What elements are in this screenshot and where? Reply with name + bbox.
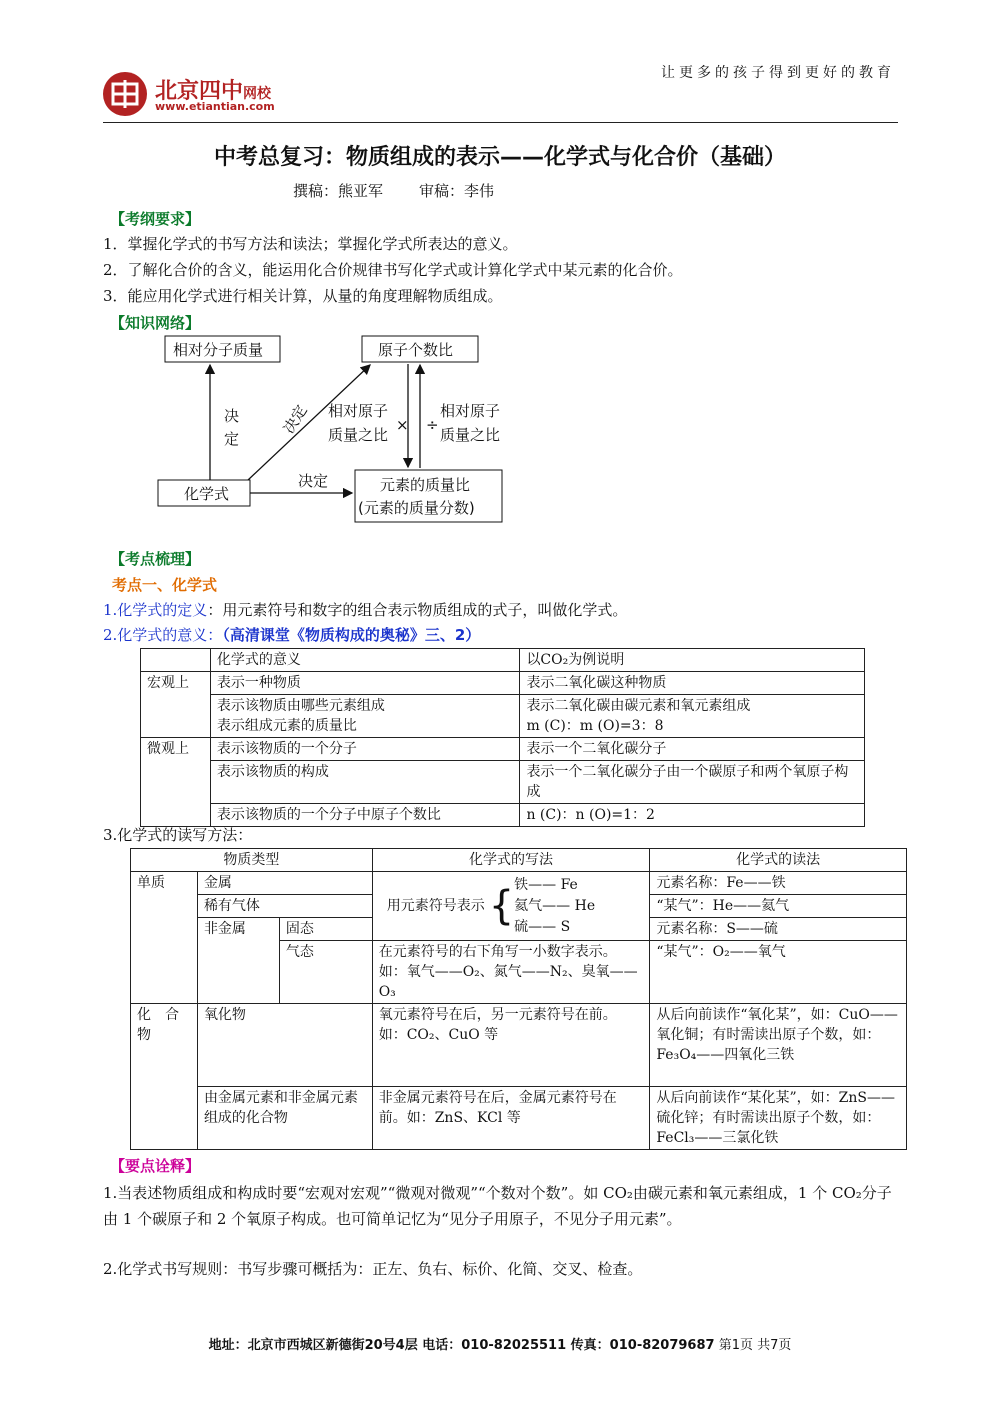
table-row bbox=[141, 738, 865, 761]
read-write-table bbox=[130, 848, 907, 1150]
label-decide-vertical-1: 决 bbox=[224, 407, 240, 425]
explain-paragraph-2: 2.化学式书写规则：书写步骤可概括为：正左、负右、标价、化简、交叉、检查。 bbox=[103, 1260, 643, 1278]
knowledge-network-diagram bbox=[140, 330, 540, 530]
example-fe: 铁—— Fe bbox=[514, 876, 578, 893]
table-cell: 气态 bbox=[279, 941, 372, 1004]
box-molecular-mass-label: 相对分子质量 bbox=[173, 341, 264, 359]
row-label-micro: 微观上 bbox=[141, 738, 211, 827]
logo bbox=[103, 72, 323, 122]
table-row bbox=[131, 872, 907, 895]
logo-url: www.etiantian.com bbox=[155, 100, 275, 113]
box-atom-ratio-label: 原子个数比 bbox=[378, 341, 454, 359]
table-cell: 元素名称：S——硫 bbox=[650, 918, 907, 941]
table-cell: 表示一个二氧化碳分子由一个碳原子和两个氧原子构成 bbox=[520, 761, 865, 804]
row-label-macro: 宏观上 bbox=[141, 672, 211, 738]
table-cell: 在元素符号的右下角写一小数字表示。如：氧气——O₂、氮气——N₂、臭氧——O₃ bbox=[372, 941, 650, 1004]
label-times: × bbox=[396, 416, 409, 434]
brace-icon: { bbox=[488, 883, 515, 929]
table-cell: 表示二氧化碳由碳元素和氧元素组成 m (C)：m (O)=3：8 bbox=[520, 695, 865, 738]
reviewer: 审稿：李伟 bbox=[419, 182, 495, 200]
definition-text: ：用元素符号和数字的组合表示物质组成的式子，叫做化学式。 bbox=[207, 601, 628, 619]
table-row bbox=[131, 1087, 907, 1150]
table-cell: 表示该物质的构成 bbox=[210, 761, 520, 804]
row-label-simple: 单质 bbox=[131, 872, 198, 1004]
meaning-line bbox=[103, 623, 480, 647]
table-cell: 表示该物质的一个分子中原子个数比 bbox=[210, 804, 520, 827]
requirement-item-2: 2．了解化合价的含义，能运用化合价规律书写化学式或计算化学式中某元素的化合价。 bbox=[103, 261, 683, 279]
logo-name-text: 北京四中 bbox=[155, 79, 244, 104]
table-cell: 稀有气体 bbox=[197, 895, 372, 918]
requirements-heading: 【考纲要求】 bbox=[110, 210, 201, 228]
table-cell: 表示二氧化碳这种物质 bbox=[520, 672, 865, 695]
table-header: 以CO₂为例说明 bbox=[520, 649, 865, 672]
label-ratio-right-2: 质量之比 bbox=[440, 426, 501, 444]
table-header: 化学式的写法 bbox=[372, 849, 650, 872]
table-cell bbox=[141, 649, 211, 672]
symbol-examples bbox=[514, 875, 595, 938]
header-slogan: 让更多的孩子得到更好的教育 bbox=[661, 65, 895, 81]
meaning-link[interactable]: （高清课堂《物质构成的奥秘》三、2） bbox=[222, 626, 481, 644]
example-s: 硫—— S bbox=[514, 918, 571, 935]
meaning-table bbox=[140, 648, 865, 827]
table-header: 化学式的读法 bbox=[650, 849, 907, 872]
footer-page: 第1页 共7页 bbox=[718, 1338, 792, 1353]
requirement-item-1: 1．掌握化学式的书写方法和读法；掌握化学式所表达的意义。 bbox=[103, 235, 518, 253]
table-cell: 由金属元素和非金属元素组成的化合物 bbox=[197, 1087, 372, 1150]
symbol-rule-cell bbox=[372, 872, 650, 941]
definition-line bbox=[103, 598, 627, 622]
writer: 撰稿：熊亚军 bbox=[293, 182, 384, 200]
symbol-rule: 用元素符号表示 bbox=[386, 898, 485, 914]
box-formula-label: 化学式 bbox=[184, 485, 230, 503]
table-cell: 表示一个二氧化碳分子 bbox=[520, 738, 865, 761]
authors-line bbox=[293, 180, 494, 201]
page-title: 中考总复习：物质组成的表示——化学式与化合价（基础） bbox=[213, 145, 786, 170]
box-mass-ratio-label-2: (元素的质量分数) bbox=[358, 499, 475, 517]
table-cell: 表示一种物质 bbox=[210, 672, 520, 695]
footer-address: 地址：北京市西城区新德街20号4层 电话：010-82025511 传真：010-82079687 bbox=[208, 1338, 715, 1353]
table-cell: 氧元素符号在后，另一元素符号在前。如：CO₂、CuO 等 bbox=[372, 1004, 650, 1087]
table-cell: 从后向前读作“氧化某”，如：CuO——氧化铜；有时需读出原子个数，如：Fe₃O₄——四氧化三铁 bbox=[650, 1004, 907, 1087]
label-decide-horizontal: 决定 bbox=[298, 472, 329, 490]
network-heading: 【知识网络】 bbox=[110, 314, 201, 332]
logo-emblem-icon bbox=[103, 72, 147, 116]
table-cell: 金属 bbox=[197, 872, 372, 895]
box-mass-ratio-label-1: 元素的质量比 bbox=[380, 476, 471, 494]
label-ratio-left-2: 质量之比 bbox=[328, 426, 389, 444]
meaning-label: 2.化学式的意义： bbox=[103, 626, 223, 644]
table-cell: 元素名称：Fe——铁 bbox=[650, 872, 907, 895]
table-cell: “某气”：O₂——氧气 bbox=[650, 941, 907, 1004]
points-heading: 【考点梳理】 bbox=[110, 550, 201, 568]
example-he: 氦气—— He bbox=[514, 897, 596, 914]
explain-paragraph-1: 1.当表述物质组成和构成时要“宏观对宏观”“微观对微观”“个数对个数”。如 CO₂由碳元素和氧元素组成，1 个 CO₂分子由 1 个碳原子和 2 个氧原子构成。也可简单记忆为“见分子用原子，不见分子用元素”。 bbox=[103, 1184, 892, 1228]
label-ratio-left-1: 相对原子 bbox=[328, 402, 389, 420]
label-decide-diagonal: 决定 bbox=[279, 401, 311, 437]
table-cell: 表示该物质由哪些元素组成 表示组成元素的质量比 bbox=[210, 695, 520, 738]
requirement-item-3: 3．能应用化学式进行相关计算，从量的角度理解物质组成。 bbox=[103, 287, 503, 305]
table-cell: 固态 bbox=[279, 918, 372, 941]
table-row bbox=[141, 761, 865, 804]
table-row bbox=[131, 849, 907, 872]
footer bbox=[0, 1334, 1000, 1353]
explain-heading: 【要点诠释】 bbox=[110, 1157, 201, 1175]
table-cell: “某气”：He——氦气 bbox=[650, 895, 907, 918]
table-row bbox=[141, 672, 865, 695]
table-cell: 表示该物质的一个分子 bbox=[210, 738, 520, 761]
rw-heading: 3.化学式的读写方法： bbox=[103, 826, 253, 844]
header-divider bbox=[103, 122, 898, 123]
label-decide-vertical-2: 定 bbox=[224, 430, 240, 448]
arrow-formula-to-atom-ratio bbox=[248, 365, 370, 480]
table-row bbox=[141, 649, 865, 672]
table-header: 化学式的意义 bbox=[210, 649, 520, 672]
label-divide: ÷ bbox=[426, 416, 439, 434]
table-header: 物质类型 bbox=[131, 849, 373, 872]
table-row bbox=[131, 1004, 907, 1087]
table-cell: n (C)：n (O)=1：2 bbox=[520, 804, 865, 827]
definition-label: 1.化学式的定义 bbox=[103, 601, 208, 619]
table-cell: 非金属元素符号在后，金属元素符号在前。如：ZnS、KCl 等 bbox=[372, 1087, 650, 1150]
label-ratio-right-1: 相对原子 bbox=[440, 402, 501, 420]
row-label-compound: 化 合 物 bbox=[131, 1004, 198, 1150]
table-row bbox=[141, 695, 865, 738]
logo-suffix: 网校 bbox=[243, 86, 272, 102]
point1-title: 考点一、化学式 bbox=[112, 576, 218, 594]
table-cell: 非金属 bbox=[197, 918, 279, 1004]
table-cell: 氧化物 bbox=[197, 1004, 372, 1087]
table-cell: 从后向前读作“某化某”，如：ZnS——硫化锌；有时需读出原子个数，如：FeCl₃——三氯化铁 bbox=[650, 1087, 907, 1150]
